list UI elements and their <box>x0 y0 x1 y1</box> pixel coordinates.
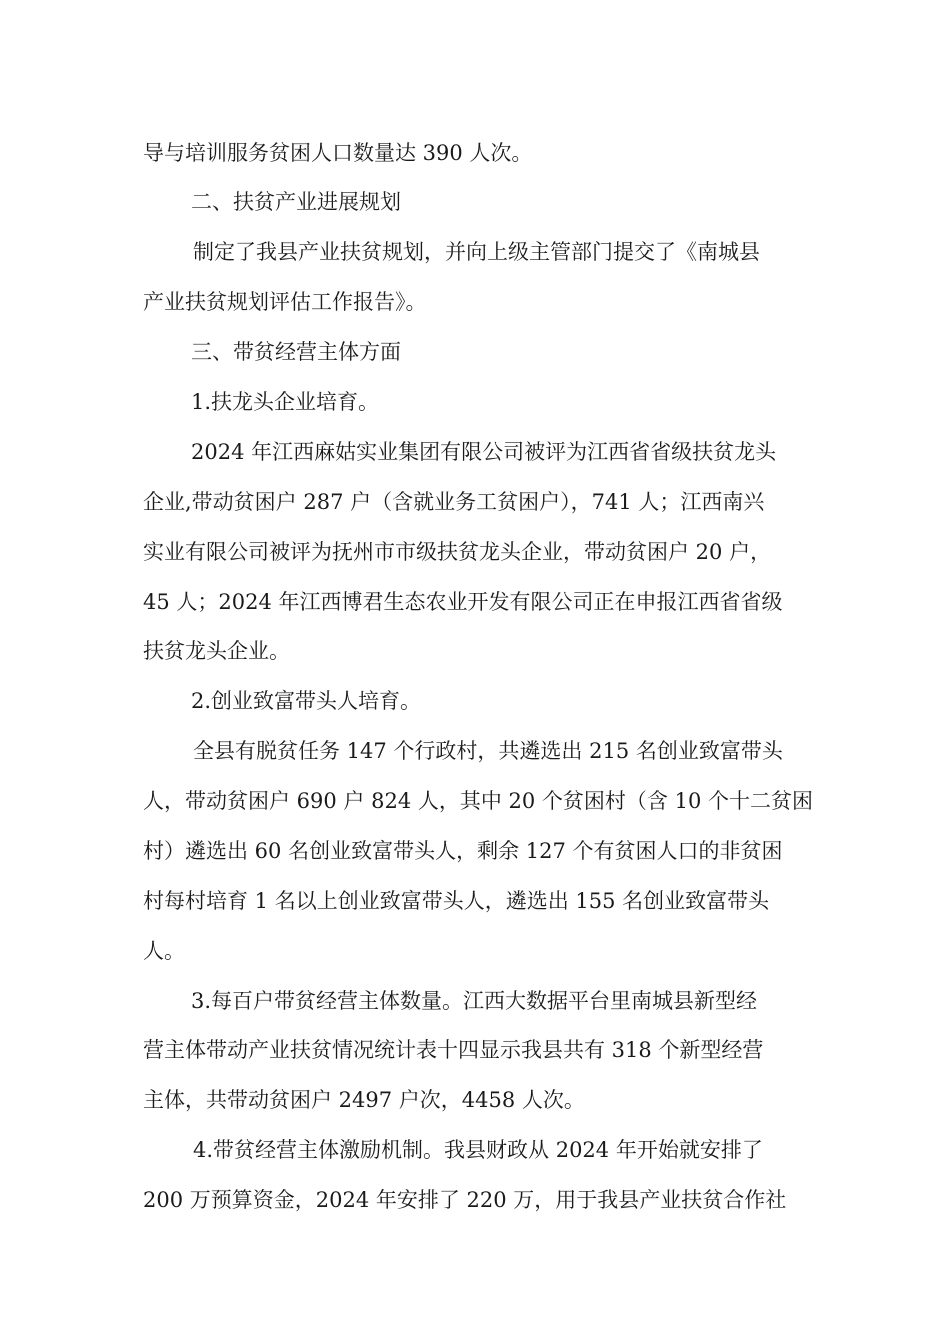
subsection-heading: 1.扶龙头企业培育。 <box>191 390 380 414</box>
body-text-line: 200 万预算资金，2024 年安排了 220 万，用于我县产业扶贫合作社 <box>143 1188 787 1212</box>
body-text-line: 产业扶贫规划评估工作报告》。 <box>143 290 427 314</box>
body-text-line: 人，带动贫困户 690 户 824 人，其中 20 个贫困村（含 10 个十二贫困 <box>143 789 814 813</box>
section-heading: 三、带贫经营主体方面 <box>191 340 401 364</box>
body-text-line: 导与培训服务贫困人口数量达 390 人次。 <box>143 141 533 165</box>
body-text-line: 3.每百户带贫经营主体数量。江西大数据平台里南城县新型经 <box>191 989 758 1013</box>
body-text-line: 45 人；2024 年江西博君生态农业开发有限公司正在申报江西省省级 <box>143 590 783 614</box>
body-text-line: 制定了我县产业扶贫规划，并向上级主管部门提交了《南城县 <box>193 240 760 264</box>
body-text-line: 村每村培育 1 名以上创业致富带头人，遴选出 155 名创业致富带头 <box>143 889 770 913</box>
body-text-line: 村）遴选出 60 名创业致富带头人，剩余 127 个有贫困人口的非贫困 <box>143 839 783 863</box>
body-text-line: 主体，共带动贫困户 2497 户次，4458 人次。 <box>143 1088 585 1112</box>
subsection-heading: 2.创业致富带头人培育。 <box>191 689 422 713</box>
body-text-line: 营主体带动产业扶贫情况统计表十四显示我县共有 318 个新型经营 <box>143 1038 764 1062</box>
body-text-line: 实业有限公司被评为抚州市市级扶贫龙头企业，带动贫困户 20 户， <box>143 540 772 564</box>
body-text-line: 人。 <box>143 939 185 963</box>
body-text-line: 2024 年江西麻姑实业集团有限公司被评为江西省省级扶贫龙头 <box>191 440 777 464</box>
body-text-line: 4.带贫经营主体激励机制。我县财政从 2024 年开始就安排了 <box>193 1138 763 1162</box>
body-text-line: 扶贫龙头企业。 <box>143 639 290 663</box>
body-text-line: 全县有脱贫任务 147 个行政村，共遴选出 215 名创业致富带头 <box>193 739 783 763</box>
body-text-line: 企业,带动贫困户 287 户（含就业务工贫困户），741 人；江西南兴 <box>143 490 765 514</box>
section-heading: 二、扶贫产业进展规划 <box>191 190 401 214</box>
